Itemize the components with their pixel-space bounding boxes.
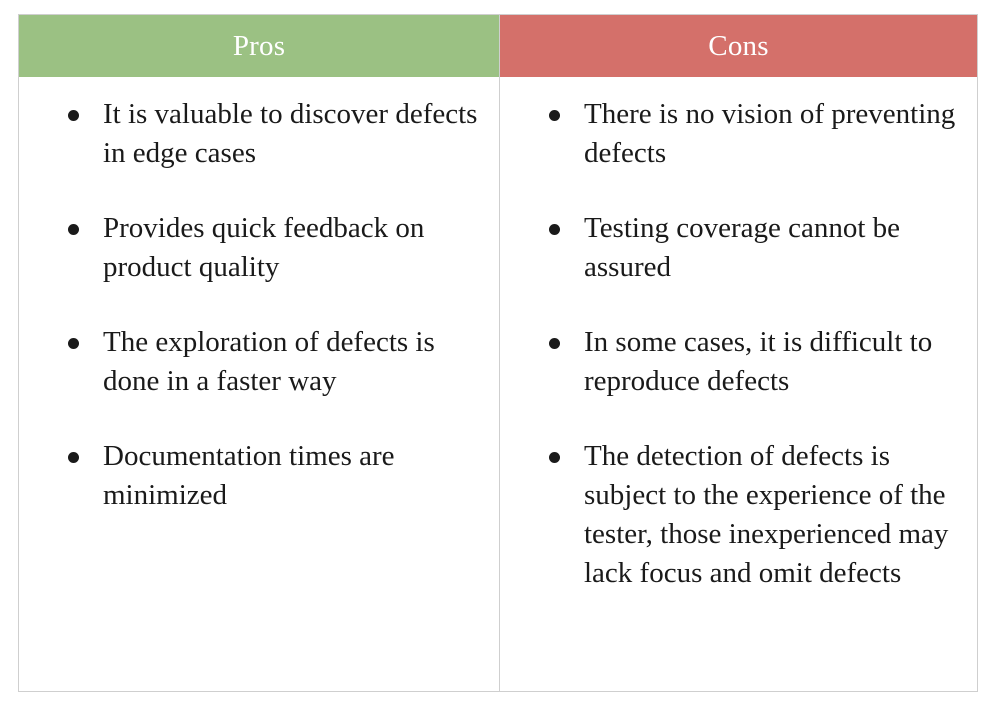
pros-column [19, 77, 499, 691]
cons-column [499, 77, 977, 691]
pros-item: Provides quick feedback on product quality [103, 209, 485, 287]
cons-list [500, 77, 977, 593]
pros-item: It is valuable to discover defects in edge cases [103, 95, 485, 173]
pros-cons-table [18, 14, 978, 692]
pros-list [19, 77, 499, 515]
cons-item: Testing coverage cannot be assured [584, 209, 963, 287]
cons-header: Cons [499, 15, 977, 77]
pros-item: The exploration of defects is done in a faster way [103, 323, 485, 401]
cons-item: In some cases, it is difficult to reproduce defects [584, 323, 963, 401]
pros-item: Documentation times are minimized [103, 437, 485, 515]
cons-item: The detection of defects is subject to the experience of the tester, those inexperienced may lack focus and omit defects [584, 437, 963, 593]
pros-header: Pros [19, 15, 499, 77]
cons-item: There is no vision of preventing defects [584, 95, 963, 173]
